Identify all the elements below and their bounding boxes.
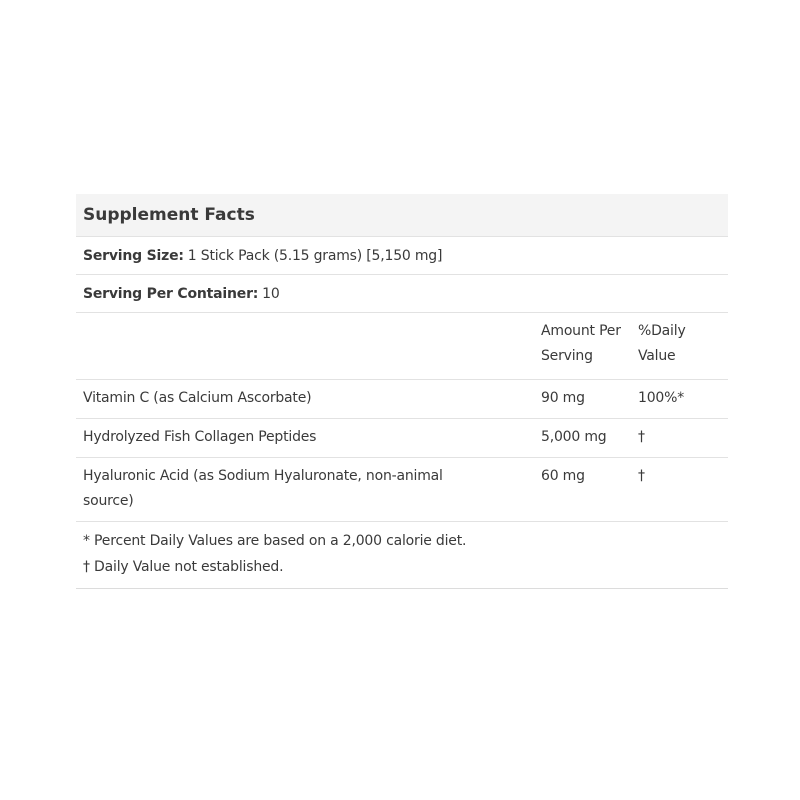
footnote-not-established: † Daily Value not established. [83, 559, 284, 575]
servings-per-container-label: Serving Per Container: [83, 285, 259, 302]
ingredient-amount: 90 mg [541, 390, 585, 406]
table-row [76, 380, 728, 419]
ingredient-daily-value: † [638, 468, 645, 484]
table-row [76, 419, 728, 458]
footnote-daily-values: * Percent Daily Values are based on a 2,000 calorie diet. [83, 533, 467, 549]
ingredient-daily-value: † [638, 429, 645, 445]
footnotes [76, 522, 728, 588]
column-header-row [76, 313, 728, 380]
ingredient-name: Hydrolyzed Fish Collagen Peptides [83, 429, 317, 445]
servings-per-container-value: 10 [262, 285, 280, 302]
ingredient-daily-value: 100%* [638, 390, 685, 406]
column-header-amount: Amount Per Serving [541, 323, 621, 364]
column-header-name [76, 319, 534, 369]
serving-size-label: Serving Size: [83, 247, 184, 264]
panel-title: Supplement Facts [83, 205, 255, 225]
serving-size-row [76, 237, 728, 275]
ingredient-amount: 60 mg [541, 468, 585, 484]
ingredient-name: Hyaluronic Acid (as Sodium Hyaluronate, non-animal source) [83, 468, 443, 509]
servings-per-container-row [76, 275, 728, 313]
title-row [76, 194, 728, 237]
ingredient-name: Vitamin C (as Calcium Ascorbate) [83, 390, 312, 406]
serving-size-value: 1 Stick Pack (5.15 grams) [5,150 mg] [187, 247, 443, 264]
ingredient-amount: 5,000 mg [541, 429, 607, 445]
table-row [76, 458, 728, 522]
column-header-daily-value: %Daily Value [638, 323, 686, 364]
supplement-facts-panel [76, 194, 728, 589]
